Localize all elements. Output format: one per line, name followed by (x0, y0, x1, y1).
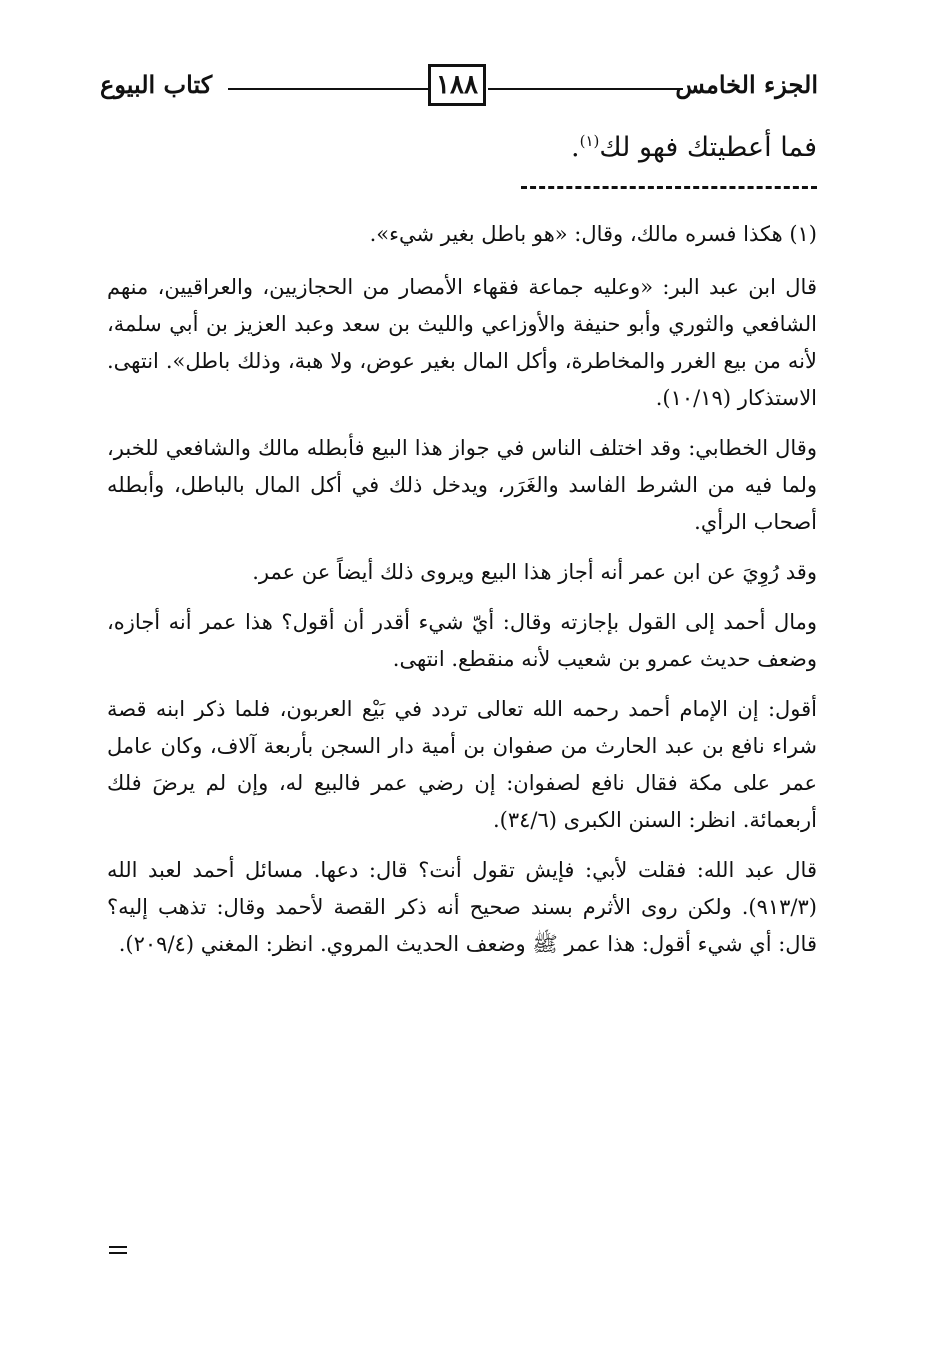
footnote-paragraph: أقول: إن الإمام أحمد رحمه الله تعالى تردد في بَيْع العربون، فلما ذكر ابنه قصة شراء نافع بن عبد الحارث من صفوان بن أمية دار السجن بأربعة آلاف، وكان عامل عمر على مكة فقال نافع لصفوان: إن رضي عمر فالبيع له، وإن لم يرضَ فلك أربعمائة. انظر: السنن الكبرى (٣٤/٦). (107, 697, 817, 832)
footnote-reference: (١) (579, 132, 600, 150)
footnote-paragraph: ومال أحمد إلى القول بإجازته وقال: أيّ شيء أقدر أن أقول؟ هذا عمر أنه أجازه، وضعف حديث عمرو بن شعيب لأنه منقطع. انتهى. (107, 610, 817, 671)
page-number: ١٨٨ (436, 70, 478, 100)
header-rule-left (228, 88, 428, 90)
header-rule-right (488, 88, 683, 90)
footnote-paragraph: وقد رُوِيَ عن ابن عمر أنه أجاز هذا البيع ويروى ذلك أيضاً عن عمر. (252, 560, 817, 584)
footnote-paragraph: قال عبد الله: فقلت لأبي: فإيش تقول أنت؟ قال: دعها. مسائل أحمد لعبد الله (٩١٣/٣). ولكن روى الأثرم بسند صحيح أنه ذكر القصة لأحمد وقال: تذهب إليه؟ قال: أي شيء أقول: هذا عمر ﷺ وضعف الحديث المروي. انظر: المغني (٢٠٩/٤). (107, 858, 817, 956)
main-text-line (571, 132, 817, 163)
footnotes-section (107, 216, 817, 976)
book-title: كتاب البيوع (100, 70, 213, 99)
footnote-paragraph: (١) هكذا فسره مالك، وقال: «هو باطل بغير شيء». (369, 222, 817, 246)
page-number-box (428, 64, 486, 106)
footnote-separator (521, 186, 817, 189)
footnote-paragraph: قال ابن عبد البر: «وعليه جماعة فقهاء الأمصار من الحجازيين، والعراقيين، منهم الشافعي والثوري وأبو حنيفة والأوزاعي والليث بن سعد وعبد العزيز بن أبي سلمة، لأنه من بيع الغرر والمخاطرة، وأكل المال بغير عوض، ولا هبة، وذلك باطل». انتهى. الاستذكار (١٠/١٩). (107, 275, 817, 410)
page-header (100, 64, 818, 114)
main-text-end: . (571, 132, 580, 163)
volume-label: الجزء الخامس (675, 70, 818, 99)
continuation-mark (109, 1246, 127, 1254)
footnote-paragraph: وقال الخطابي: وقد اختلف الناس في جواز هذا البيع فأبطله مالك والشافعي للخبر، ولما فيه من الشرط الفاسد والغَرَر، ويدخل ذلك في أكل المال بالباطل، وأبطله أصحاب الرأي. (107, 436, 817, 534)
main-text: فما أعطيتك فهو لك (599, 132, 817, 163)
